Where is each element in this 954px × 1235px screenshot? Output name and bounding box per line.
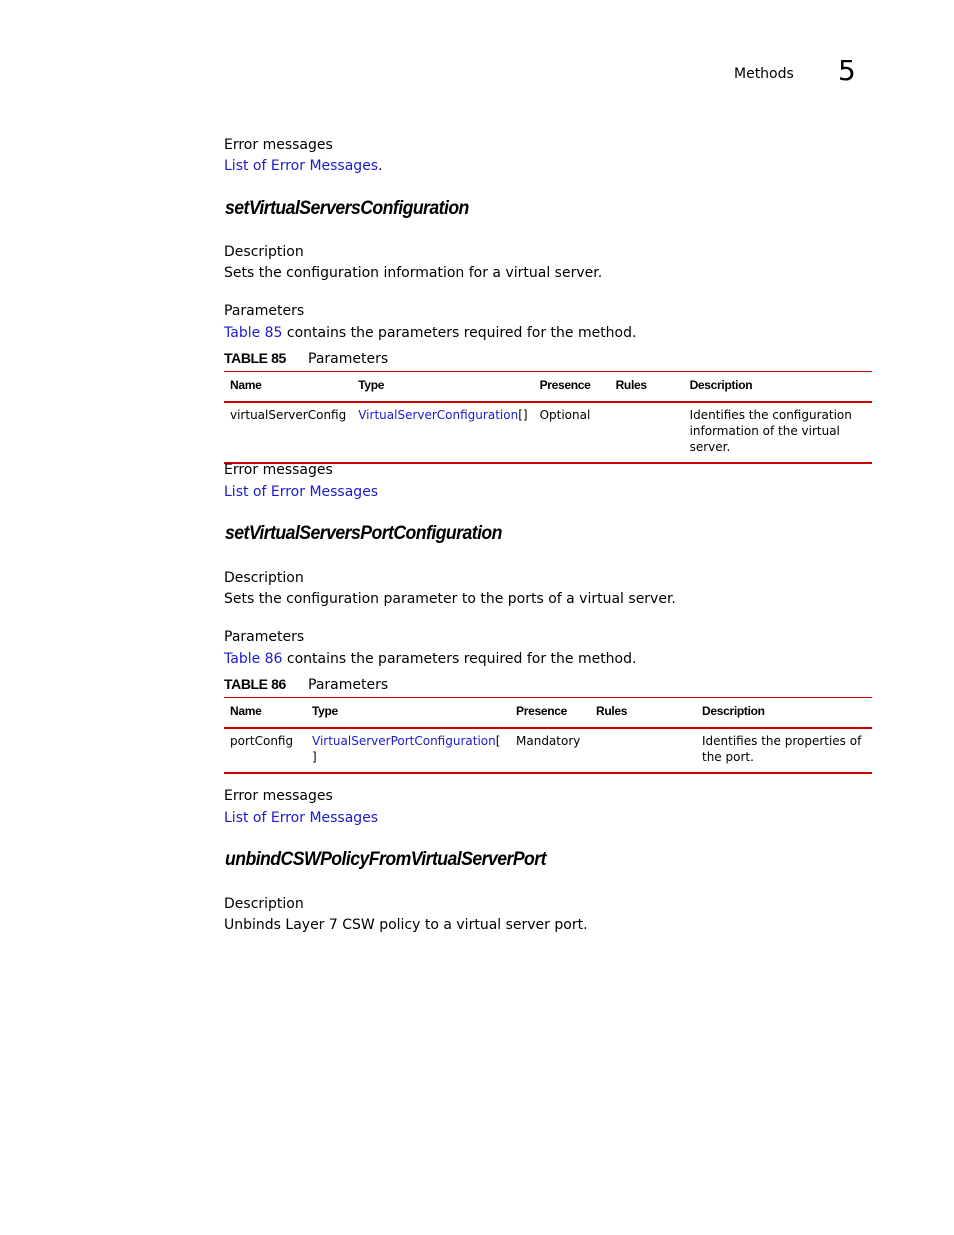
cell-type	[306, 728, 510, 773]
table-row	[224, 728, 872, 773]
type-suffix: [ ]	[312, 734, 501, 764]
table-85-caption	[224, 350, 388, 367]
type-link[interactable]: VirtualServerPortConfiguration	[312, 734, 496, 748]
error-messages-link[interactable]: List of Error Messages	[224, 484, 379, 500]
error-messages-suffix: .	[378, 158, 383, 174]
error-messages-paragraph	[224, 158, 383, 174]
column-header-rules: Rules	[610, 372, 684, 403]
parameters-table-85	[224, 371, 872, 464]
table-header-row	[224, 372, 872, 403]
error-messages-heading: Error messages	[224, 788, 333, 804]
table-number: TABLE 86	[224, 676, 286, 692]
chapter-number: 5	[838, 54, 856, 87]
table-title: Parameters	[308, 351, 389, 367]
type-link[interactable]: VirtualServerConfiguration	[358, 408, 519, 422]
cell-presence: Optional	[534, 402, 610, 463]
column-header-presence: Presence	[510, 698, 590, 729]
table-86-link[interactable]: Table 86	[224, 651, 283, 667]
running-header-section: Methods	[734, 66, 794, 82]
method-title-setvirtualserversportconfiguration: setVirtualServersPortConfiguration	[225, 523, 502, 544]
column-header-rules: Rules	[590, 698, 696, 729]
table-title: Parameters	[308, 677, 389, 693]
description-text: Unbinds Layer 7 CSW policy to a virtual server port.	[224, 917, 588, 933]
description-text: Sets the configuration information for a virtual server.	[224, 265, 603, 281]
column-header-name: Name	[224, 372, 352, 403]
error-messages-heading: Error messages	[224, 137, 333, 153]
error-messages-paragraph	[224, 484, 378, 500]
parameters-table-86	[224, 697, 872, 774]
column-header-type: Type	[306, 698, 510, 729]
cell-rules	[590, 728, 696, 773]
table-header-row	[224, 698, 872, 729]
error-messages-heading: Error messages	[224, 462, 333, 478]
parameters-text	[224, 325, 636, 341]
column-header-name: Name	[224, 698, 306, 729]
parameters-text-rest: contains the parameters required for the method.	[282, 651, 637, 667]
type-suffix: []	[518, 408, 528, 422]
table-row	[224, 402, 872, 463]
cell-presence: Mandatory	[510, 728, 590, 773]
cell-name: virtualServerConfig	[224, 402, 352, 463]
cell-name: portConfig	[224, 728, 306, 773]
error-messages-link[interactable]: List of Error Messages	[224, 158, 379, 174]
error-messages-link[interactable]: List of Error Messages	[224, 810, 379, 826]
description-text: Sets the configuration parameter to the ports of a virtual server.	[224, 591, 676, 607]
table-86-caption	[224, 676, 388, 693]
column-header-type: Type	[352, 372, 533, 403]
table-number: TABLE 85	[224, 350, 286, 366]
cell-rules	[610, 402, 684, 463]
parameters-text	[224, 651, 636, 667]
method-title-unbindcswpolicyfromvirtualserverport: unbindCSWPolicyFromVirtualServerPort	[225, 849, 546, 870]
parameters-heading: Parameters	[224, 303, 305, 319]
cell-description: Identifies the properties of the port.	[696, 728, 872, 773]
column-header-description: Description	[684, 372, 872, 403]
parameters-heading: Parameters	[224, 629, 305, 645]
description-heading: Description	[224, 244, 304, 260]
table-85-link[interactable]: Table 85	[224, 325, 283, 341]
method-title-setvirtualserversconfiguration: setVirtualServersConfiguration	[225, 198, 469, 219]
parameters-text-rest: contains the parameters required for the method.	[282, 325, 637, 341]
column-header-description: Description	[696, 698, 872, 729]
error-messages-paragraph	[224, 810, 378, 826]
description-heading: Description	[224, 570, 304, 586]
column-header-presence: Presence	[534, 372, 610, 403]
description-heading: Description	[224, 896, 304, 912]
cell-type	[352, 402, 533, 463]
cell-description: Identifies the configuration information of the virtual server.	[684, 402, 872, 463]
